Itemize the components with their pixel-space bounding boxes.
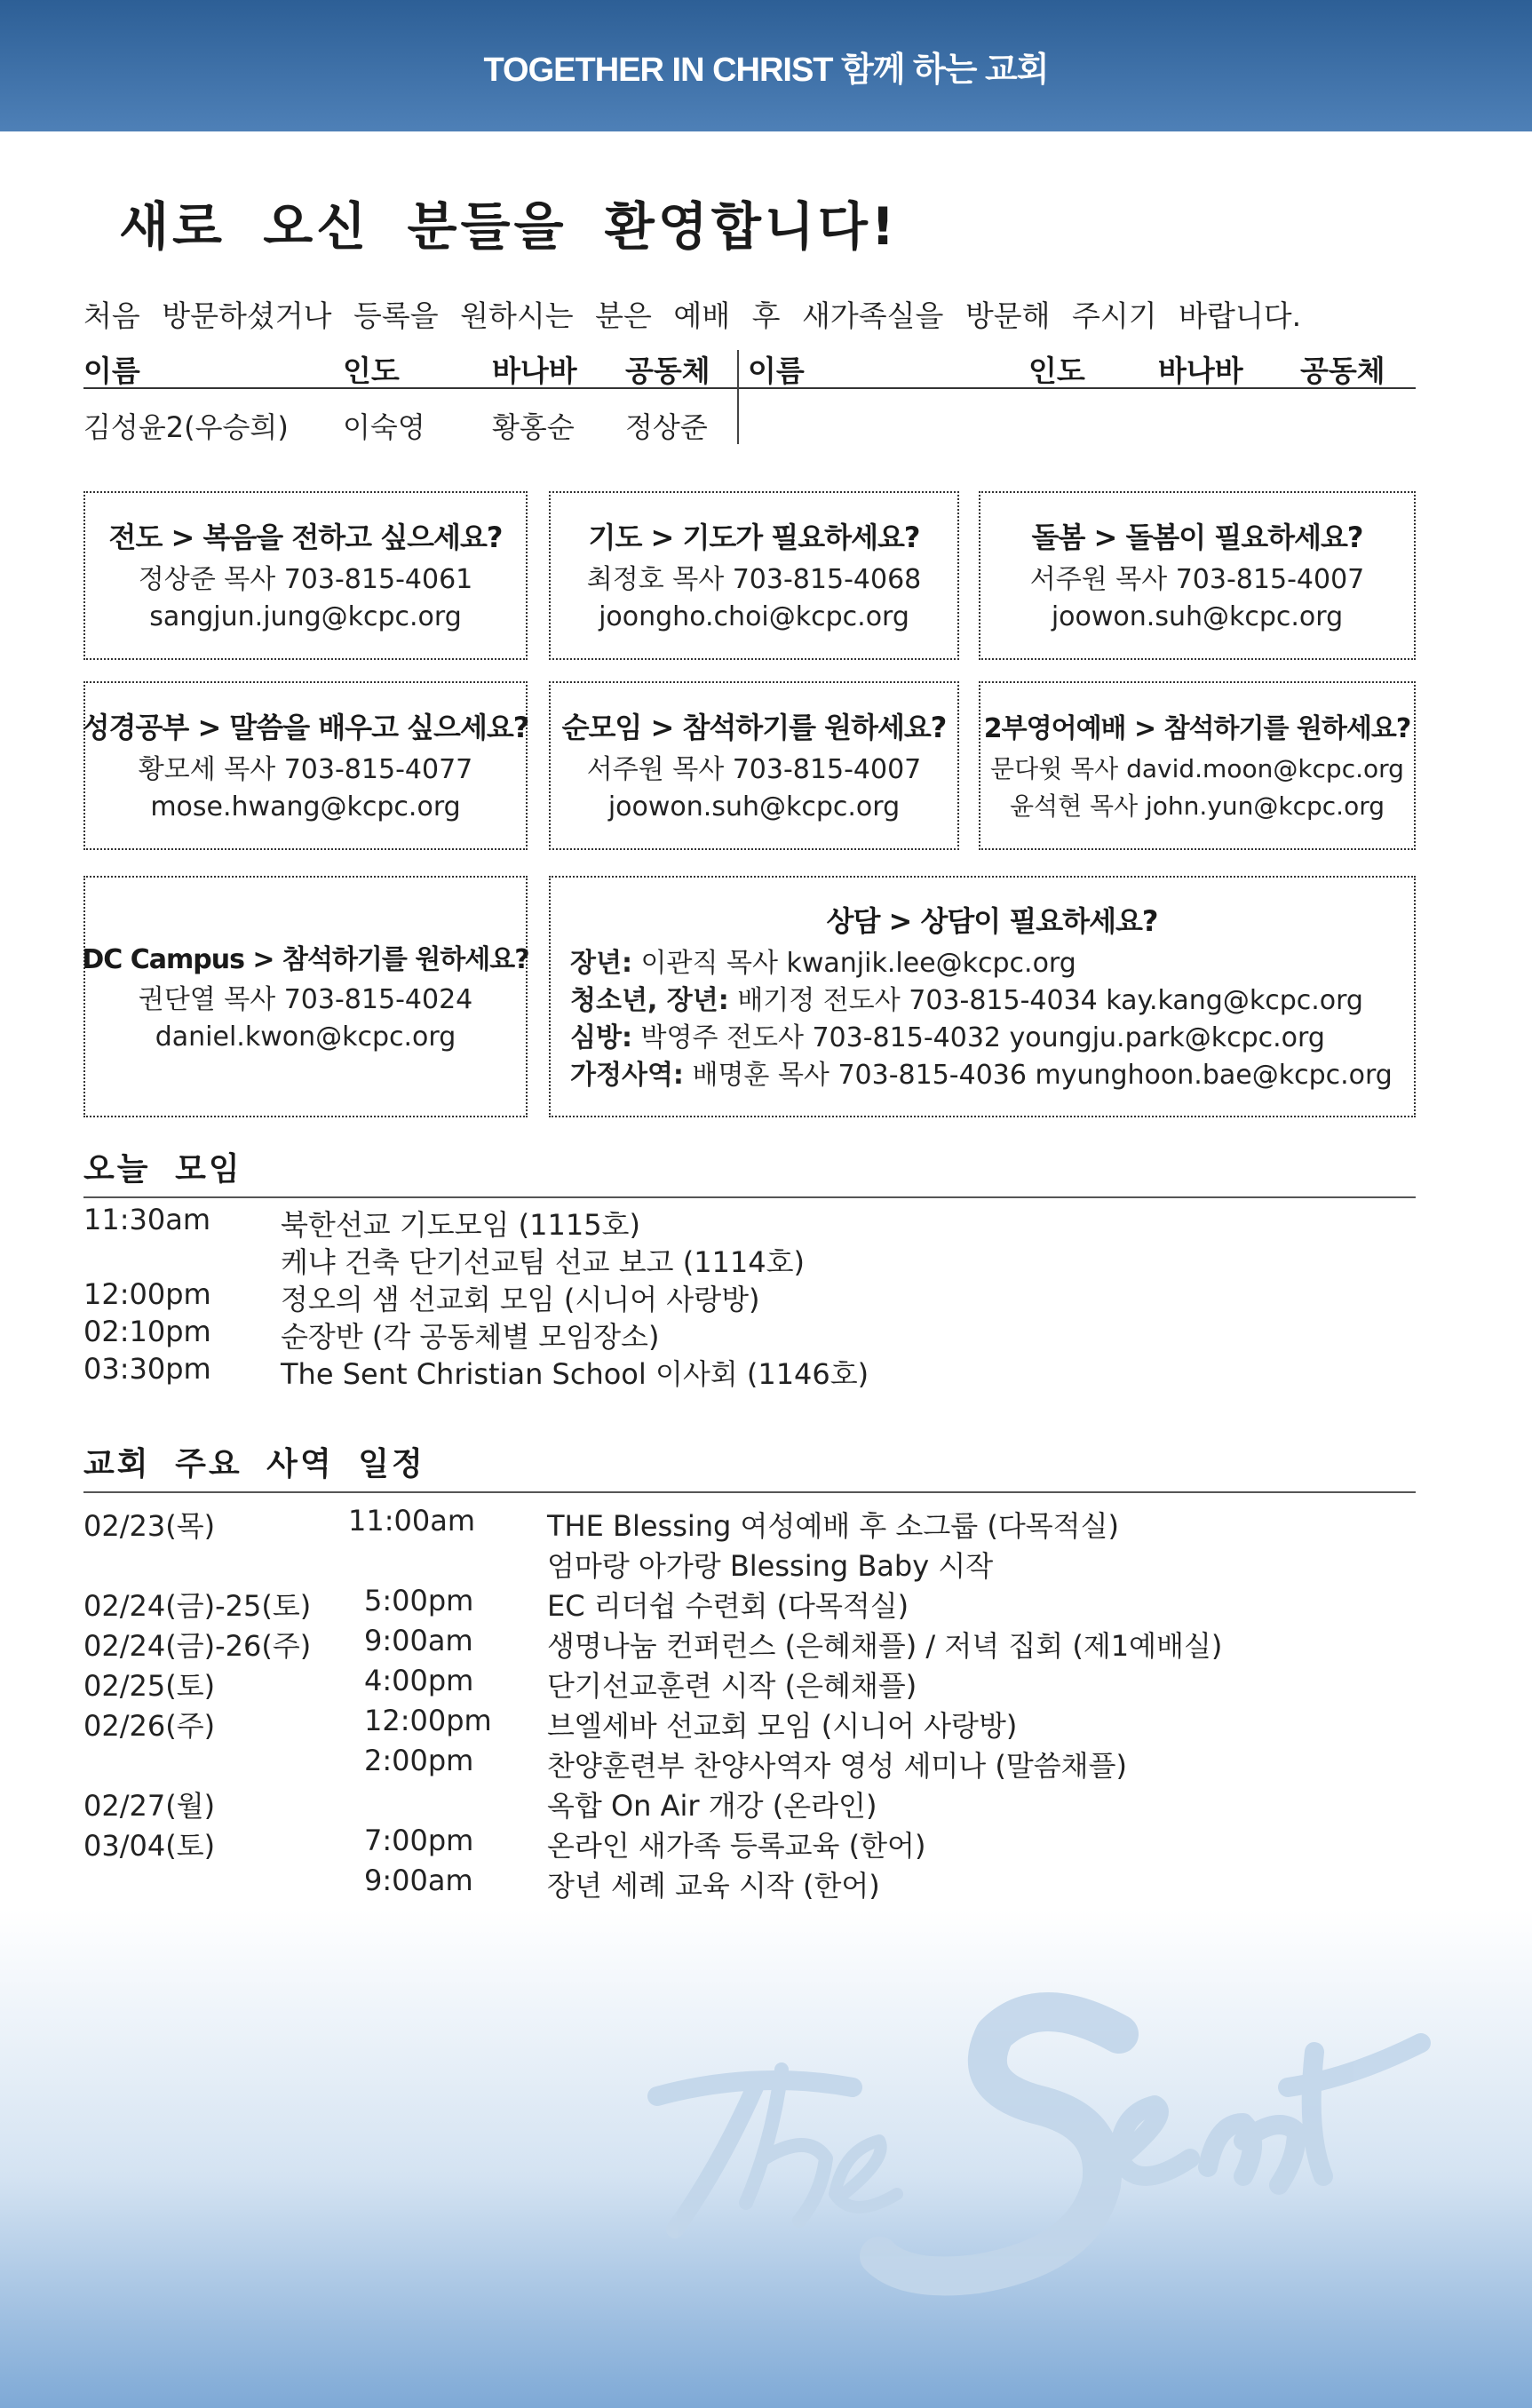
card-care	[979, 491, 1416, 660]
counsel-line: 가정사역: 배명훈 목사 703-815-4036 myunghoon.bae@kcpc.org	[570, 1060, 1393, 1091]
card-counseling	[549, 876, 1416, 1117]
card-contact: 정상준 목사 703-815-4061	[138, 564, 473, 595]
col-name: 이름	[83, 354, 140, 388]
col-guide: 인도	[343, 354, 400, 388]
card-title: 돌봄 > 돌봄이 필요하세요?	[1031, 521, 1363, 554]
card-title: 상담 > 상담이 필요하세요?	[826, 904, 1158, 938]
col-barnabas-2: 바나바	[1158, 354, 1243, 388]
card-email[interactable]: joowon.suh@kcpc.org	[1051, 601, 1344, 632]
counsel-line: 장년: 이관직 목사 kwanjik.lee@kcpc.org	[570, 948, 1076, 979]
card-title: 2부영어예배 > 참석하기를 원하세요?	[983, 713, 1411, 744]
card-english-service	[979, 681, 1416, 850]
newcomer-table-header	[83, 343, 1416, 389]
card-title: 순모임 > 참석하기를 원하세요?	[561, 711, 947, 744]
card-contact-1: 문다윗 목사 david.moon@kcpc.org	[990, 754, 1404, 783]
card-prayer	[549, 491, 959, 660]
today-section-title: 오늘 모임	[83, 1144, 1416, 1198]
card-email[interactable]: mose.hwang@kcpc.org	[150, 791, 461, 823]
card-evangelism	[83, 491, 528, 660]
card-email[interactable]: joowon.suh@kcpc.org	[607, 791, 901, 823]
card-contact: 최정호 목사 703-815-4068	[586, 564, 922, 595]
table-row	[83, 398, 1416, 448]
newcomer-community: 정상준	[625, 410, 708, 444]
schedule-section-title: 교회 주요 사역 일정	[83, 1439, 1416, 1493]
col-barnabas: 바나바	[492, 354, 577, 388]
card-email[interactable]: sangjun.jung@kcpc.org	[149, 601, 462, 632]
card-contact: 황모세 목사 703-815-4077	[138, 754, 473, 785]
card-title: 기도 > 기도가 필요하세요?	[588, 521, 920, 554]
col-name-2: 이름	[748, 354, 805, 388]
card-title: 성경공부 > 말씀을 배우고 싶으세요?	[82, 711, 529, 744]
card-bible-study	[83, 681, 528, 850]
counsel-line: 심방: 박영주 전도사 703-815-4032 youngju.park@kcpc.org	[570, 1022, 1325, 1053]
card-contact: 서주원 목사 703-815-4007	[586, 754, 922, 785]
newcomer-guide: 이숙영	[343, 410, 425, 444]
card-contact-2: 윤석현 목사 john.yun@kcpc.org	[1009, 791, 1385, 821]
card-title: 전도 > 복음을 전하고 싶으세요?	[108, 521, 503, 554]
card-contact: 권단열 목사 703-815-4024	[138, 984, 473, 1015]
banner-text: TOGETHER IN CHRIST 함께 하는 교회	[483, 51, 1049, 89]
card-cell-group	[549, 681, 959, 850]
card-contact: 서주원 목사 703-815-4007	[1029, 564, 1365, 595]
header-banner	[0, 0, 1532, 131]
card-dc-campus	[83, 876, 528, 1117]
card-email[interactable]: daniel.kwon@kcpc.org	[155, 1021, 456, 1053]
newcomer-name: 김성윤2(우승희)	[83, 410, 289, 444]
welcome-subtitle: 처음 방문하셨거나 등록을 원하시는 분은 예배 후 새가족실을 방문해 주시기 바랍니다.	[83, 298, 1302, 333]
counsel-line: 청소년, 장년: 배기정 전도사 703-815-4034 kay.kang@kcpc.org	[570, 985, 1363, 1016]
newcomer-barnabas: 황홍순	[492, 410, 575, 444]
the-sent-logo	[622, 1936, 1457, 2327]
welcome-title: 새로 오신 분들을 환영합니다!	[119, 196, 899, 257]
col-community: 공동체	[625, 354, 710, 388]
col-community-2: 공동체	[1300, 354, 1385, 388]
card-title: DC Campus > 참석하기를 원하세요?	[82, 944, 529, 975]
col-guide-2: 인도	[1028, 354, 1085, 388]
card-email[interactable]: joongho.choi@kcpc.org	[599, 601, 909, 632]
